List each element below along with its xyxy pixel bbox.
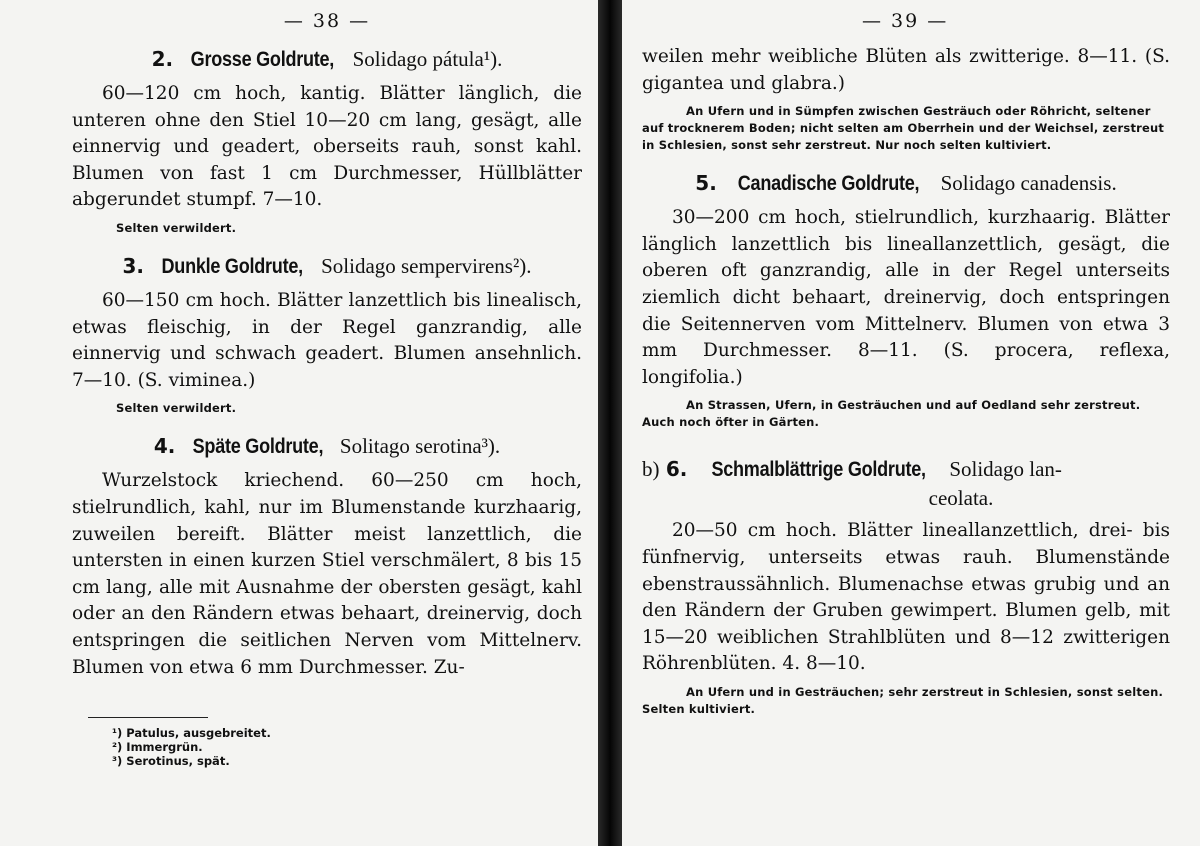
- species-common-name: Dunkle Goldrute,: [161, 254, 304, 278]
- species-latin-name: Solidago pátula: [352, 47, 484, 71]
- book-gutter: [598, 0, 622, 846]
- species-heading-5: [642, 168, 1170, 199]
- footnote-ref: ³).: [481, 434, 501, 459]
- species-note: Selten verwildert.: [116, 401, 237, 416]
- species-note: An Ufern und in Sümpfen zwischen Gesträuch oder Röhricht, seltener auf trocknerem Boden; nicht selten am Oberrhein und der Weichsel, zerstreut in Schlesien, sonst sehr zerstreut. Nur noch selten kultiviert.: [642, 104, 1165, 153]
- footnote-2: ²) Immergrün.: [112, 740, 203, 755]
- species-description: 20—50 cm hoch. Blätter lineallanzettlich, drei- bis fünfnervig, unterseits etwas rauh. Blumenstände ebenstraussähnlich. Blumenachse etwas grubig und an den Rändern der Gruben gewimpert. Blumen gelb, mit 15—20 weiblichen Strahlblüten und 8—12 zwitterigen Röhrenblüten. 4. 8—10.: [642, 520, 1170, 675]
- species-latin-name: Solidago lan-: [949, 457, 1062, 482]
- section-prefix: b): [642, 457, 660, 482]
- species-description: Wurzelstock kriechend. 60—250 cm hoch, stielrundlich, kahl, nur im Blumenstande kurzhaarig, zuweilen bereift. Blätter meist lanzettlich, die untersten in einen kurzen Stiel verschmälert, 8 bis 15 cm lang, alle mit Ausnahme der obersten gesägt, kahl oder an den Rändern etwas behaart, dreinervig, doch entspringen die seitlichen Nerven vom Mittelnerv. Blumen von etwa 6 mm Durchmesser. Zu-: [72, 470, 582, 678]
- page-number: — 38 —: [283, 10, 371, 32]
- species-number: 3.: [122, 253, 144, 278]
- species-common-name: Canadische Goldrute,: [737, 172, 920, 196]
- species-number: 2.: [151, 47, 174, 71]
- species-heading-3: [72, 251, 582, 282]
- species-note: Selten verwildert.: [116, 220, 237, 235]
- species-description: 30—200 cm hoch, stielrundlich, kurzhaarig. Blätter länglich lanzettlich bis lineallanzettlich, gesägt, die oberen oft ganzrandig, alle in der Regel unterseits ziemlich dicht behaart, dreinervig, doch entspringen die Seitennerven vom Mittelnerv. Blumen von etwa 3 mm Durchmesser. 8—11. (S. procera, reflexa, longifolia.): [642, 207, 1170, 388]
- species-description: 60—120 cm hoch, kantig. Blätter länglich, die unteren ohne den Stiel 10—20 cm lang, gesägt, alle einnervig und geadert, oberseits rauh, sonst kahl. Blumen von fast 1 cm Durchmesser, Hüllblätter abgerundet stumpf. 7—10.: [72, 83, 582, 211]
- footnote-3: ³) Serotinus, spät.: [112, 754, 230, 769]
- species-description: 60—150 cm hoch. Blätter lanzettlich bis linealisch, etwas fleischig, in der Regel ganzrandig, alle einnervig und schwach geadert. Blumen ansehnlich. 7—10. (S. viminea.): [72, 289, 582, 391]
- species-common-name: Späte Goldrute,: [192, 435, 323, 459]
- species-common-name: Grosse Goldrute,: [191, 48, 335, 71]
- species-number: 6.: [665, 457, 688, 482]
- species-heading-4: [72, 431, 582, 462]
- page-number: — 39 —: [862, 10, 949, 32]
- species-number: 4.: [153, 434, 176, 459]
- continued-description: weilen mehr weibliche Blüten als zwitterige. 8—11. (S. gigantea und glabra.): [642, 46, 1170, 94]
- footnote-divider: [88, 717, 208, 718]
- species-note: An Ufern und in Gesträuchen; sehr zerstreut in Schlesien, sonst selten. Selten kultiviert.: [642, 684, 1164, 716]
- species-latin-name-continued: ceolata.: [928, 486, 994, 511]
- species-note: An Strassen, Ufern, in Gesträuchen und auf Oedland sehr zerstreut. Auch noch öfter in Gärten.: [642, 398, 1141, 430]
- footnote-ref: ²).: [512, 253, 532, 278]
- species-latin-name: Solidago canadensis.: [940, 171, 1117, 196]
- species-common-name: Schmalblättrige Goldrute,: [711, 458, 926, 482]
- right-page: [622, 0, 1200, 846]
- left-page: [0, 0, 598, 846]
- species-heading-2: [72, 44, 582, 75]
- species-latin-name: Solidago sempervirens: [321, 253, 513, 278]
- species-heading-6: [642, 455, 1170, 512]
- footnote-1: ¹) Patulus, ausgebreitet.: [112, 726, 271, 741]
- species-number: 5.: [695, 171, 717, 196]
- species-latin-name: Solitago serotina: [339, 434, 482, 459]
- footnote-ref: ¹).: [483, 47, 503, 71]
